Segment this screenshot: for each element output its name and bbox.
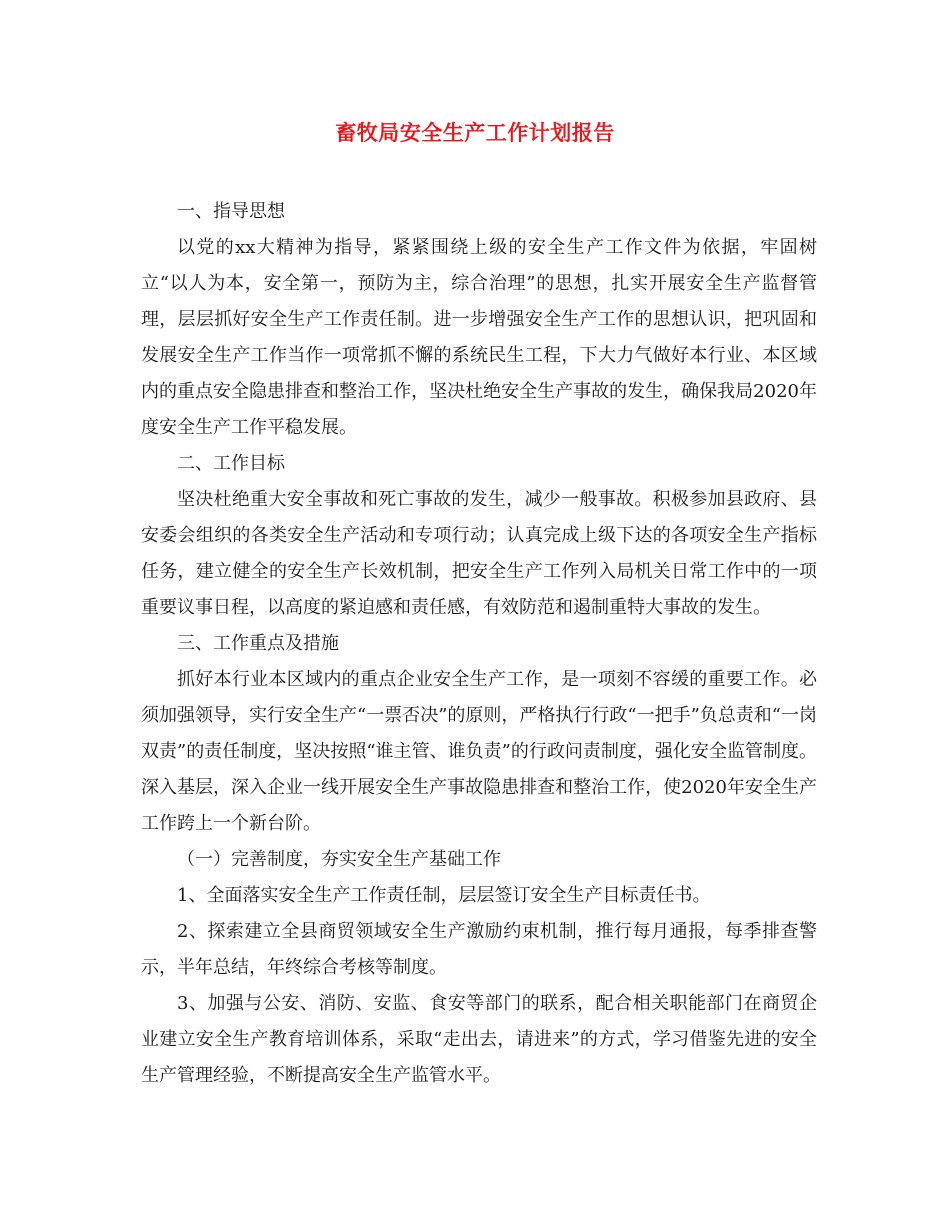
document-title: 畜牧局安全生产工作计划报告 [335,120,615,145]
list-item-1: 1、全面落实安全生产工作责任制，层层签订安全生产目标责任书。 [177,885,711,906]
section-heading-guiding-ideology: 一、指导思想 [177,201,285,222]
list-item-3: 3、加强与公安、消防、安监、食安等部门的联系，配合相关职能部门在商贸企业建立安全生产教育培训体系，采取“走出去，请进来”的方式，学习借鉴先进的安全生产管理经验，不断提高安全生产监管水平。 [141,993,817,1086]
list-item-2: 2、探索建立全县商贸领域安全生产激励约束机制，推行每月通报，每季排查警示，半年总结，年终综合考核等制度。 [141,921,817,978]
paragraph-work-goals: 坚决杜绝重大安全事故和死亡事故的发生，减少一般事故。积极参加县政府、县安委会组织的各类安全生产活动和专项行动；认真完成上级下达的各项安全生产指标任务，建立健全的安全生产长效机制，把安全生产工作列入局机关日常工作中的一项重要议事日程，以高度的紧迫感和责任感，有效防范和遏制重特大事故的发生。 [141,489,817,618]
document-body [141,194,817,1094]
subsection-heading-improve-system: （一）完善制度，夯实安全生产基础工作 [177,849,501,870]
section-heading-key-measures: 三、工作重点及措施 [177,633,339,654]
section-heading-work-goals: 二、工作目标 [177,453,285,474]
paragraph-key-measures: 抓好本行业本区域内的重点企业安全生产工作，是一项刻不容缓的重要工作。必须加强领导，实行安全生产“一票否决”的原则，严格执行行政“一把手”负总责和“一岗双责”的责任制度，坚决按照“谁主管、谁负责”的行政问责制度，强化安全监管制度。深入基层，深入企业一线开展安全生产事故隐患排查和整治工作，使2020年安全生产工作跨上一个新台阶。 [141,669,818,834]
paragraph-guiding-ideology: 以党的xx大精神为指导，紧紧围绕上级的安全生产工作文件为依据，牢固树立“以人为本，安全第一，预防为主，综合治理”的思想，扎实开展安全生产监督管理，层层抓好安全生产工作责任制。进一步增强安全生产工作的思想认识，把巩固和发展安全生产工作当作一项常抓不懈的系统民生工程，下大力气做好本行业、本区域内的重点安全隐患排查和整治工作，坚决杜绝安全生产事故的发生，确保我局2020年度安全生产工作平稳发展。 [141,237,817,438]
